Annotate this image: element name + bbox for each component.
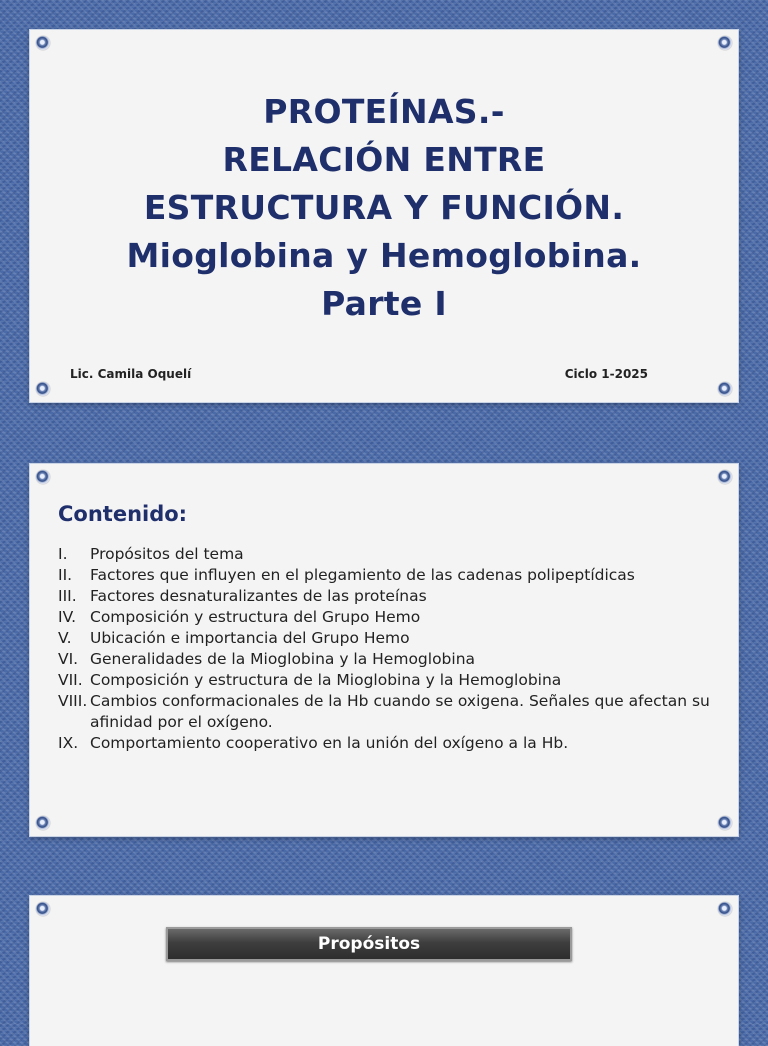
list-item [58, 586, 718, 607]
item-number: V. [58, 629, 72, 647]
screw-icon [36, 470, 50, 484]
list-item [58, 607, 718, 628]
title-line: Mioglobina y Hemoglobina. [126, 236, 642, 275]
list-item [58, 691, 718, 733]
purposes-banner: Propósitos [166, 927, 572, 961]
item-number: IV. [58, 608, 77, 626]
title-line: Parte I [321, 284, 447, 323]
item-text: Comportamiento cooperativo en la unión del oxígeno a la Hb. [90, 734, 569, 752]
screw-icon [36, 816, 50, 830]
item-number: I. [58, 545, 68, 563]
title-line: PROTEÍNAS.- [263, 92, 505, 131]
screw-icon [36, 902, 50, 916]
contents-list [58, 544, 718, 754]
item-text: Generalidades de la Mioglobina y la Hemoglobina [90, 650, 476, 668]
title-line: ESTRUCTURA Y FUNCIÓN. [143, 188, 625, 227]
list-item [58, 733, 718, 754]
list-item [58, 670, 718, 691]
cycle-label: Ciclo 1-2025 [564, 367, 648, 381]
item-text: Composición y estructura de la Mioglobina y la Hemoglobina [90, 671, 562, 689]
item-text: Ubicación e importancia del Grupo Hemo [90, 629, 410, 647]
list-item [58, 628, 718, 649]
list-item [58, 649, 718, 670]
contents-heading: Contenido: [58, 502, 188, 526]
title-line: RELACIÓN ENTRE [222, 140, 546, 179]
screw-icon [718, 382, 732, 396]
item-number: II. [58, 566, 73, 584]
screw-icon [718, 816, 732, 830]
title-slide [30, 30, 738, 402]
screw-icon [718, 902, 732, 916]
item-text: Composición y estructura del Grupo Hemo [90, 608, 421, 626]
screw-icon [36, 36, 50, 50]
item-number: VIII. [58, 692, 88, 710]
item-number: III. [58, 587, 77, 605]
item-text: Propósitos del tema [90, 545, 244, 563]
item-number: IX. [58, 734, 79, 752]
item-text: Cambios conformacionales de la Hb cuando se oxigena. Señales que afectan su afinidad por el oxígeno. [90, 692, 710, 731]
screw-icon [718, 470, 732, 484]
list-item [58, 565, 718, 586]
item-text: Factores que influyen en el plegamiento de las cadenas polipeptídicas [90, 566, 635, 584]
item-text: Factores desnaturalizantes de las proteínas [90, 587, 427, 605]
screw-icon [718, 36, 732, 50]
slide-title [30, 88, 738, 328]
item-number: VII. [58, 671, 83, 689]
author-name: Lic. Camila Oquelí [70, 367, 192, 381]
item-number: VI. [58, 650, 79, 668]
screw-icon [36, 382, 50, 396]
list-item [58, 544, 718, 565]
contents-slide [30, 464, 738, 836]
